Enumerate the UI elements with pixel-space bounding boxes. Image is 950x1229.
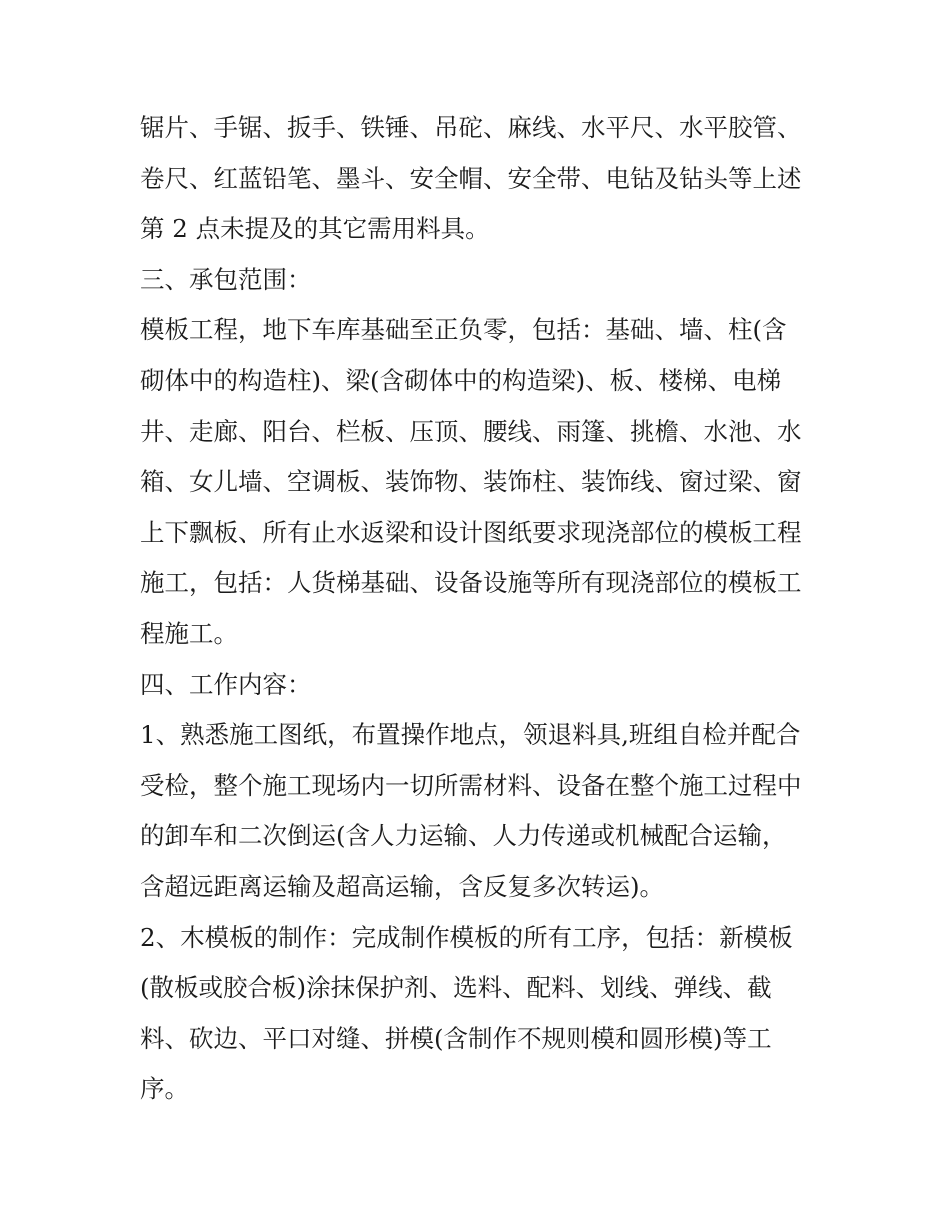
text-line-6: 砌体中的构造柱)、梁(含砌体中的构造梁)、板、楼梯、电梯 — [140, 365, 782, 395]
text-line-20: 序。 — [140, 1074, 189, 1104]
text-line-1: 锯片、手锯、扳手、铁锤、吊砣、麻线、水平尺、水平胶管、 — [140, 113, 802, 142]
text-line-16: 含超远距离运输及超高运输，含反复多次转运)。 — [140, 871, 665, 901]
section-heading-work-content: 四、工作内容： — [140, 669, 312, 699]
section-heading-scope: 三、承包范围： — [140, 264, 312, 294]
text-line-2: 卷尺、红蓝铅笔、墨斗、安全帽、安全带、电钻及钻头等上述 — [140, 163, 802, 193]
text-line-11: 程施工。 — [140, 618, 238, 648]
text-line-19: 料、砍边、平口对缝、拼模(含制作不规则模和圆形模)等工 — [140, 1023, 772, 1053]
text-line-13: 1、熟悉施工图纸，布置操作地点，领退料具,班组自检并配合 — [140, 720, 801, 750]
text-line-15: 的卸车和二次倒运(含人力运输、人力传递或机械配合运输， — [140, 821, 787, 851]
text-line-8: 箱、女儿墙、空调板、装饰物、装饰柱、装饰线、窗过梁、窗 — [140, 467, 802, 497]
text-line-9: 上下飘板、所有止水返梁和设计图纸要求现浇部位的模板工程 — [140, 517, 802, 547]
text-line-10: 施工，包括：人货梯基础、设备设施等所有现浇部位的模板工 — [140, 568, 802, 598]
text-line-3: 第 2 点未提及的其它需用料具。 — [140, 214, 490, 244]
text-line-14: 受检，整个施工现场内一切所需材料、设备在整个施工过程中 — [140, 770, 802, 800]
text-line-7: 井、走廊、阳台、栏板、压顶、腰线、雨篷、挑檐、水池、水 — [140, 416, 802, 446]
text-line-5: 模板工程，地下车库基础至正负零，包括：基础、墙、柱(含 — [140, 315, 787, 345]
document-body — [140, 103, 820, 1115]
text-line-17: 2、木模板的制作：完成制作模板的所有工序，包括：新模板 — [140, 922, 793, 952]
text-line-18: (散板或胶合板)涂抹保护剂、选料、配料、划线、弹线、截 — [140, 973, 772, 1003]
